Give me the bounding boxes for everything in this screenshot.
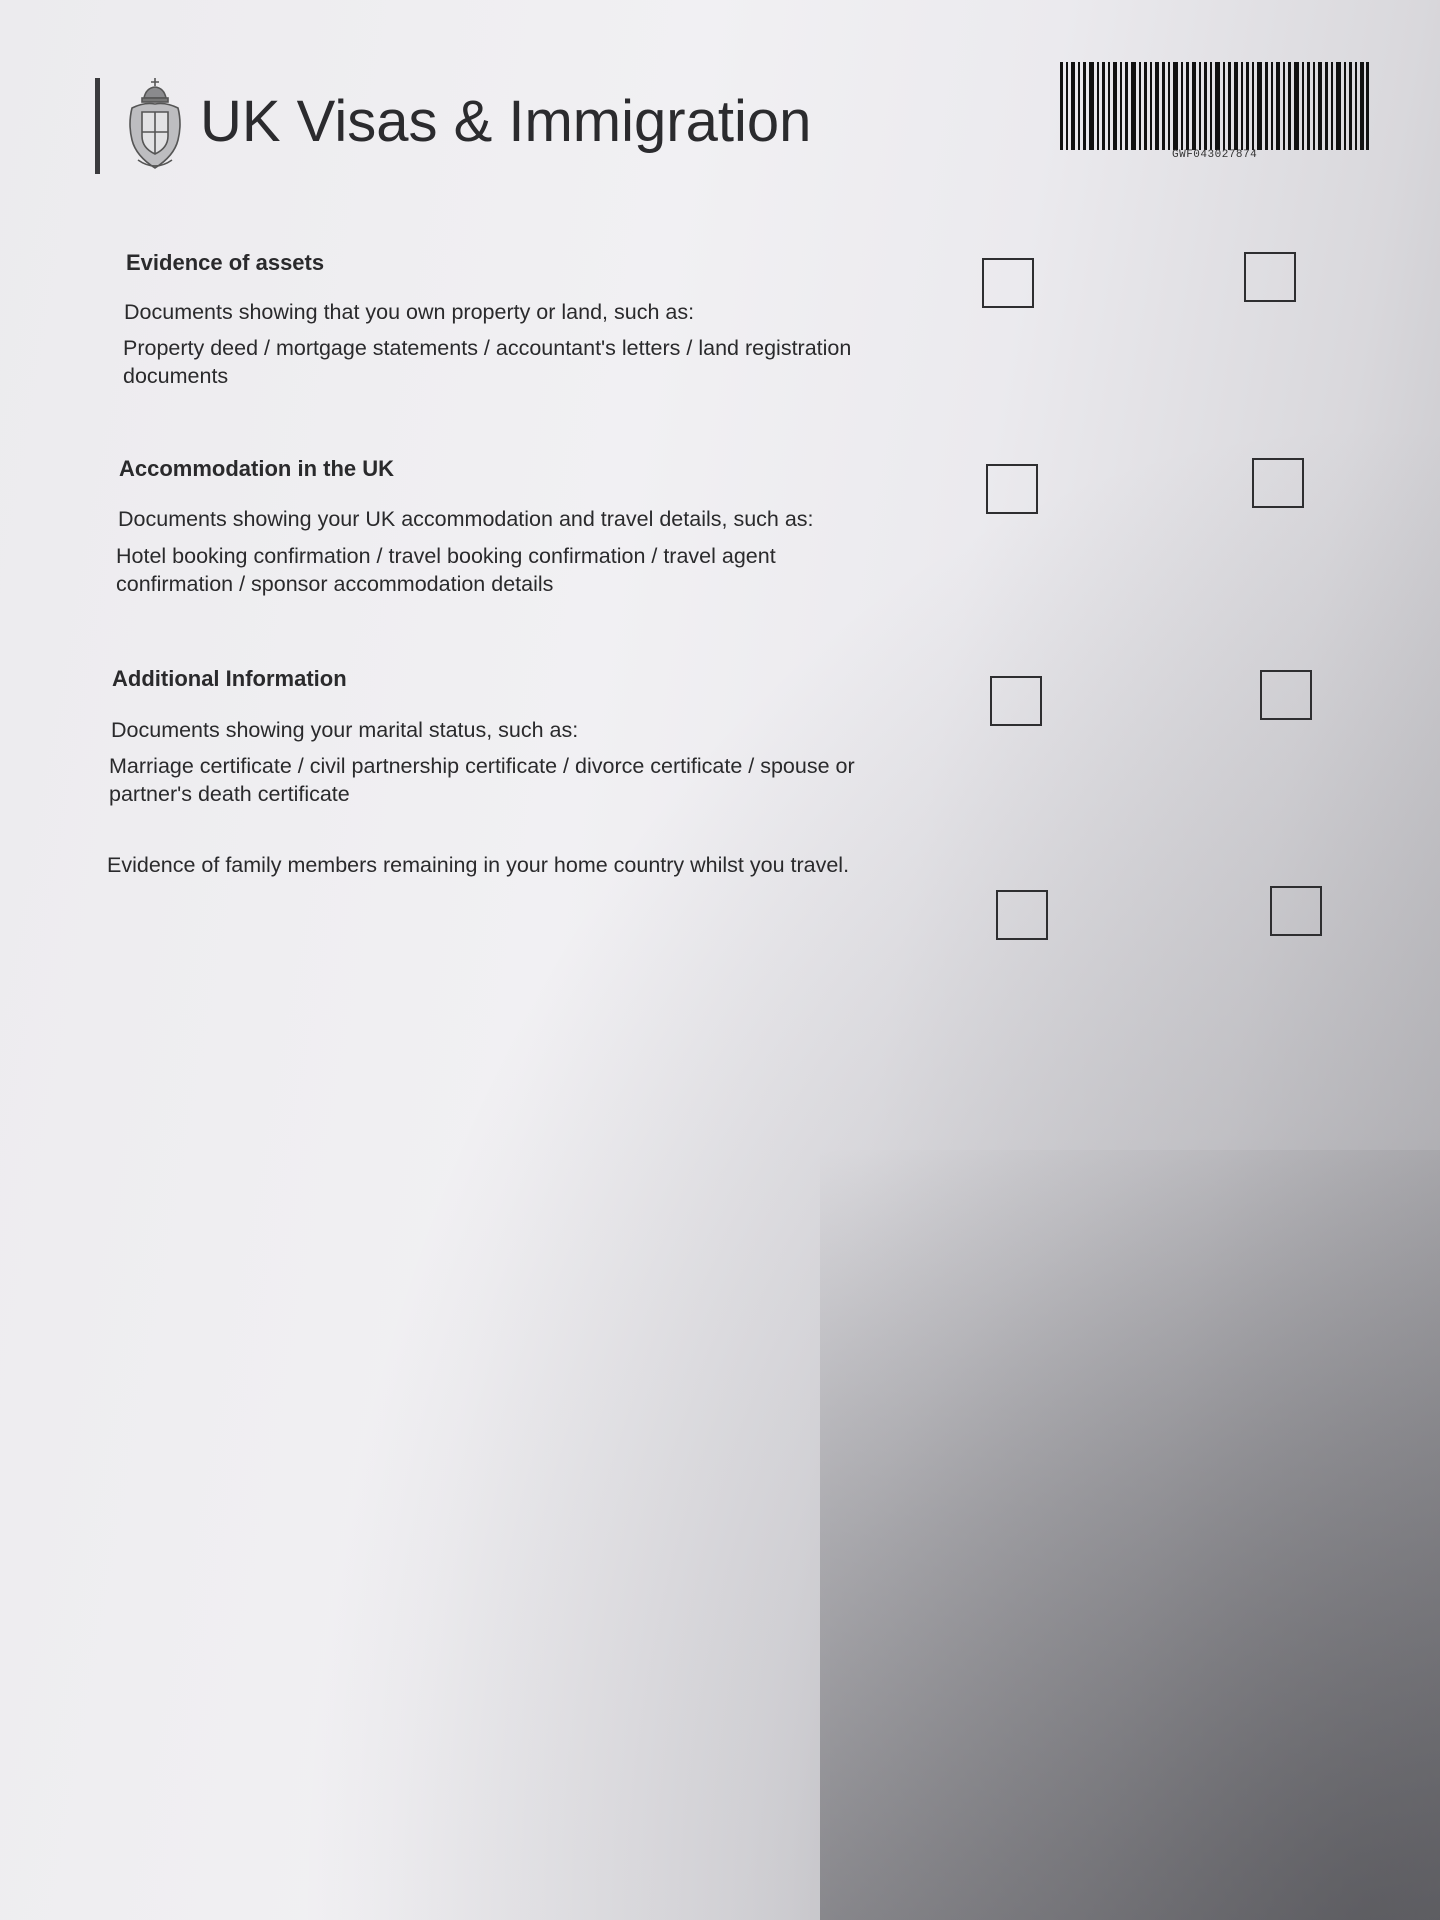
checkbox-assets-left[interactable] <box>982 258 1034 308</box>
section-examples-evidence-of-assets: Property deed / mortgage statements / accountant's letters / land registration documents <box>123 336 852 388</box>
checkbox-family-right[interactable] <box>1270 886 1322 936</box>
family-members-item: Evidence of family members remaining in your home country whilst you travel. <box>107 853 850 877</box>
section-heading-evidence-of-assets: Evidence of assets <box>126 250 325 275</box>
barcode-number: GWF043027874 <box>1172 149 1258 161</box>
checkbox-accommodation-right[interactable] <box>1252 458 1304 508</box>
section-heading-additional-information: Additional Information <box>112 666 347 691</box>
paper-shadow <box>820 1150 1440 1920</box>
checkbox-accommodation-left[interactable] <box>986 464 1038 514</box>
header-divider <box>95 78 100 174</box>
checkbox-family-left[interactable] <box>996 890 1048 940</box>
section-heading-accommodation-in-the-uk: Accommodation in the UK <box>119 456 395 481</box>
checkbox-additional-right[interactable] <box>1260 670 1312 720</box>
barcode <box>1060 60 1370 155</box>
section-intro-accommodation: Documents showing your UK accommodation and travel details, such as: <box>118 507 814 531</box>
page-title: UK Visas & Immigration <box>200 89 812 154</box>
section-intro-evidence-of-assets: Documents showing that you own property or land, such as: <box>124 300 695 324</box>
section-intro-additional-information: Documents showing your marital status, such as: <box>111 718 579 742</box>
section-examples-additional-information: Marriage certificate / civil partnership certificate / divorce certificate / spouse or partner's death certificate <box>109 754 855 806</box>
checkbox-assets-right[interactable] <box>1244 252 1296 302</box>
section-examples-accommodation: Hotel booking confirmation / travel booking confirmation / travel agent confirmation / sponsor accommodation details <box>116 544 776 596</box>
royal-crest-icon <box>124 74 186 174</box>
checkbox-additional-left[interactable] <box>990 676 1042 726</box>
